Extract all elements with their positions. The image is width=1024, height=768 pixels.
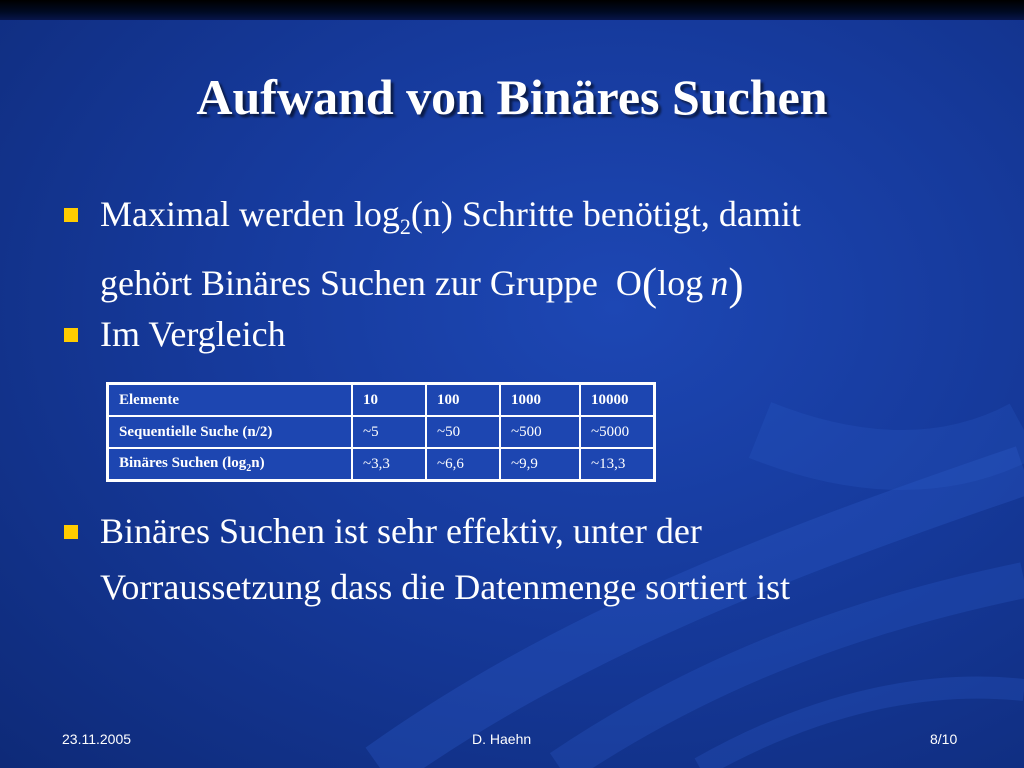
formula-paren-open: ( bbox=[641, 258, 658, 310]
table-cell: 100 bbox=[426, 384, 500, 417]
table-row bbox=[108, 416, 655, 448]
table-cell: ~3,3 bbox=[352, 448, 426, 481]
table-cell: ~5000 bbox=[580, 416, 655, 448]
table-cell: Sequentielle Suche (n/2) bbox=[108, 416, 353, 448]
bullet-text bbox=[100, 503, 790, 615]
table-cell: ~13,3 bbox=[580, 448, 655, 481]
bullet-text bbox=[100, 186, 801, 312]
bullet-text-part: Binäres Suchen ist sehr effektiv, unter der bbox=[100, 511, 702, 551]
table-cell: 10 bbox=[352, 384, 426, 417]
table-cell: ~5 bbox=[352, 416, 426, 448]
bullet-text-part: Maximal werden log bbox=[100, 194, 400, 234]
table-cell: ~50 bbox=[426, 416, 500, 448]
big-o-formula bbox=[607, 258, 744, 310]
table-cell: 10000 bbox=[580, 384, 655, 417]
bullet-text-part: (n) Schritte benötigt, damit bbox=[410, 194, 801, 234]
bullet-square-icon bbox=[64, 328, 78, 342]
top-dark-band bbox=[0, 0, 1024, 20]
bullet-square-icon bbox=[64, 208, 78, 222]
table-cell bbox=[108, 448, 353, 481]
table-cell: Elemente bbox=[108, 384, 353, 417]
footer-date: 23.11.2005 bbox=[62, 731, 132, 747]
bullet-text-part: gehört Binäres Suchen zur Gruppe bbox=[100, 263, 598, 304]
comparison-table bbox=[106, 382, 656, 482]
table-cell: 1000 bbox=[500, 384, 580, 417]
table-cell: ~500 bbox=[500, 416, 580, 448]
table-cell: ~6,6 bbox=[426, 448, 500, 481]
footer-page-number: 8/10 bbox=[930, 731, 958, 747]
bullet-text-part: Vorraussetzung dass die Datenmenge sortiert ist bbox=[100, 567, 791, 607]
subscript-2: 2 bbox=[399, 214, 411, 240]
bullet-text: Im Vergleich bbox=[100, 314, 286, 354]
table-row bbox=[108, 448, 655, 481]
bullet-square-icon bbox=[64, 525, 78, 539]
formula-paren-close: ) bbox=[728, 258, 744, 310]
subscript-2: 2 bbox=[246, 462, 252, 474]
table-header-row bbox=[108, 384, 655, 417]
table-cell: ~9,9 bbox=[500, 448, 580, 481]
formula-n: n bbox=[710, 263, 729, 304]
formula-log: log bbox=[657, 263, 704, 304]
footer-author: D. Haehn bbox=[472, 731, 532, 747]
slide-title: Aufwand von Binäres Suchen bbox=[196, 69, 828, 125]
cell-text-part: n) bbox=[251, 454, 265, 471]
cell-text-part: Binäres Suchen (log bbox=[119, 454, 247, 471]
formula-o: O bbox=[615, 263, 642, 304]
